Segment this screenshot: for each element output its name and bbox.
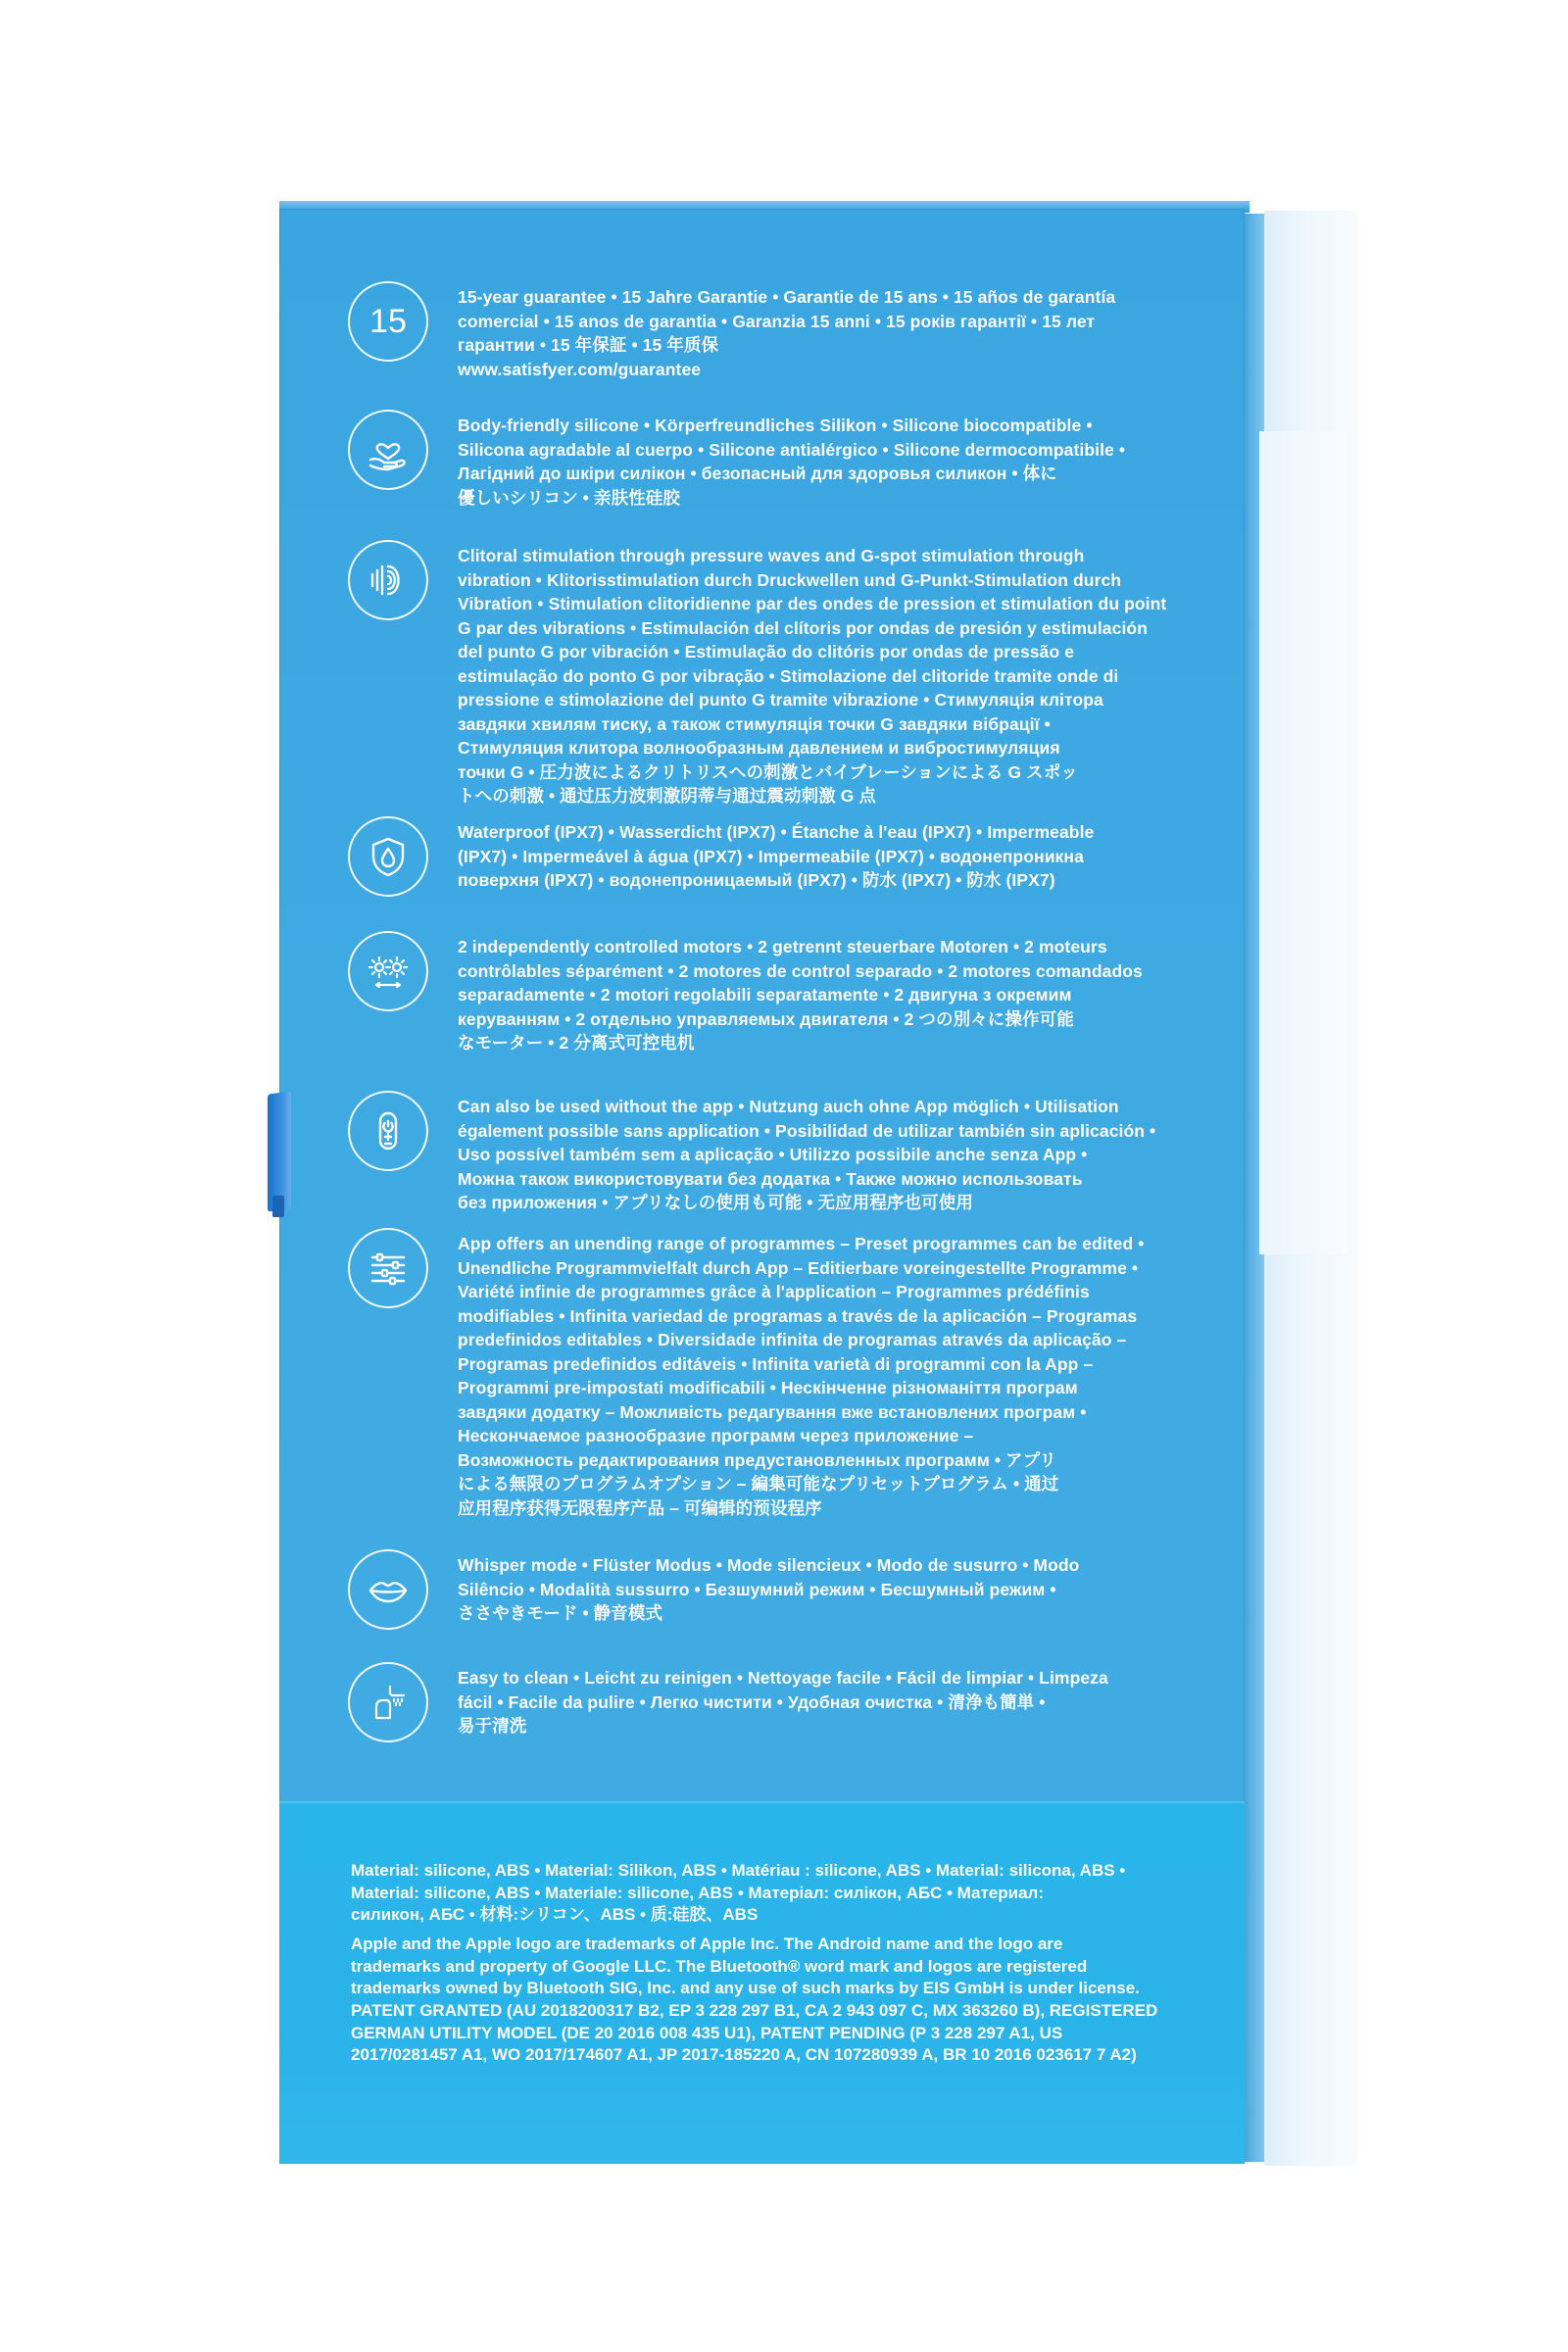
feature-no-app-text: Can also be used without the app • Nutzung auch ohne App möglich • Utilisation également possible sans application • Posibilidad de utilizar también sin aplicación • Uso possível também sem a aplicação • Utilizzo possibile anche senza App • Можна також використовувати без додатка • Также можно использовать без приложения • アプリなしの使用も可能 • 无应用程序也可使用 (458, 1097, 1156, 1212)
feature-motors-text: 2 independently controlled motors • 2 getrennt steuerbare Motoren • 2 moteurs contrôlables séparément • 2 motores de control separado • 2 motores comandados separadamente • 2 motori regolabili separatamente • 2 двигуна з окремим керуванням • 2 отдельно управляемых двигателя • 2 つの別々に操作可能 なモーター • 2 分离式可控电机 (458, 937, 1143, 1053)
easy-clean-shower-icon (348, 1662, 428, 1742)
feature-motors (348, 931, 1210, 1055)
guarantee-number: 15 (369, 302, 407, 340)
feature-list (279, 209, 1245, 1801)
feature-whisper (348, 1549, 1210, 1630)
whisper-mode-lips-icon (348, 1549, 428, 1630)
feature-body-friendly-text: Body-friendly silicone • Körperfreundliches Silikon • Silicone biocompatible • Silicona agradable al cuerpo • Silicone antialérgico • Silicone dermocompatibile • Лагідний до шкіри силікон • безопасный для здоровья силикон • 体に 優しいシリコン • 亲肤性硅胶 (458, 416, 1126, 508)
feature-app-programmes (348, 1228, 1210, 1520)
body-friendly-hand-heart-icon (348, 410, 428, 490)
feature-no-app (348, 1091, 1210, 1215)
ribbon-tab (268, 1091, 291, 1211)
box-back-panel (279, 209, 1245, 2164)
feature-waterproof (348, 816, 1210, 897)
ribbon-end (272, 1196, 284, 1217)
feature-easy-clean (348, 1662, 1210, 1742)
feature-guarantee (348, 281, 1210, 381)
trademarks-text: Apple and the Apple logo are trademarks of Apple Inc. The Android name and the logo are trademarks and property of Google LLC. The Bluetooth® word mark and logos are registered trademarks owned by Bluetooth SIG, Inc. and any use of such marks by EIS GmbH is under license. (351, 1935, 1140, 1997)
15-year-guarantee-icon (348, 281, 428, 362)
dual-motors-icon (348, 931, 428, 1011)
material-text: Material: silicone, ABS • Material: Silikon, ABS • Matériau : silicone, ABS • Material: silicona, ABS • Material: silicone, ABS • Materiale: silicone, ABS • Матеріал: силікон, АБС • Материал: силикон, АБС • 材料:シリコン、ABS • 质:硅胶、ABS (351, 1861, 1126, 1924)
pressure-wave-icon (348, 540, 428, 620)
feature-app-programmes-text: App offers an unending range of programmes – Preset programmes can be edited • Unendliche Programmvielfalt durch App – Editierbare voreingestellte Programme • Variété infinie de programmes grâce à l'application – Programmes prédéfinis modifiables • Infinita variedad de programas a través de la aplicación – Programas predefinidos editables • Diversidade infinita de programas através da aplicação – Programas predefinidos editáveis • Infinita varietà di programmi con la App – Programmi pre-impostati modificabili • Нескінченне різноманіття програм завдяки додатку – Можливість редагування вже встановлених програм • Нескончаемое разнообразие программ через приложение – Возможность редактирования предустановленных программ • アプリ による無限のプログラムオプション – 編集可能なプリセットプログラム • 通过 应用程序获得无限程序产品 – 可编辑的预设程序 (458, 1234, 1145, 1518)
feature-body-friendly (348, 410, 1210, 510)
feature-stimulation (348, 540, 1210, 808)
patents-text: PATENT GRANTED (AU 2018200317 B2, EP 3 228 297 B1, CA 2 943 097 C, MX 363260 B), REGISTERED GERMAN UTILITY MODEL (DE 20 2016 008 435 U1), PATENT PENDING (P 3 228 297 A1, US 2017/0281457 A1, WO 2017/174607 A1, JP 2017-185220 A, CN 107280939 A, BR 10 2016 023617 7 A2) (351, 2001, 1158, 2064)
feature-guarantee-text: 15-year guarantee • 15 Jahre Garantie • Garantie de 15 ans • 15 años de garantía comercial • 15 anos de garantia • Garanzia 15 anni • 15 років гарантії • 15 лет гарантии • 15 年保証 • 15 年质保 www.satisfyer.com/guarantee (458, 287, 1116, 379)
box-side-panel (1259, 431, 1348, 1254)
feature-whisper-text: Whisper mode • Flüster Modus • Mode silencieux • Modo de susurro • Modo Silêncio • Modalità sussurro • Безшумний режим • Бесшумный режим • ささやきモード • 静音模式 (458, 1555, 1080, 1623)
feature-easy-clean-text: Easy to clean • Leicht zu reinigen • Nettoyage facile • Fácil de limpiar • Limpeza fácil • Facile da pulire • Легко чистити • Удобная очистка • 清浄も簡単 • 易于清洗 (458, 1668, 1108, 1736)
feature-waterproof-text: Waterproof (IPX7) • Wasserdicht (IPX7) • Étanche à l'eau (IPX7) • Impermeable (IPX7) • Impermeável à água (IPX7) • Impermeabile (IPX7) • водонепроникна поверхня (IPX7) • водонепроницаемый (IPX7) • 防水 (IPX7) • 防水 (IPX7) (458, 822, 1095, 890)
remote-control-icon (348, 1091, 428, 1171)
sliders-programmes-icon (348, 1228, 428, 1308)
waterproof-shield-drop-icon (348, 816, 428, 897)
legal-divider (279, 1801, 1245, 1803)
feature-stimulation-text: Clitoral stimulation through pressure waves and G-spot stimulation through vibration • Klitorisstimulation durch Druckwellen und G-Punkt-Stimulation durch Vibration • Stimulation clitoridienne par des ondes de pression et stimulation du point G par des vibrations • Estimulación del clítoris por ondas de presión y estimulación del punto G por vibración • Estimulação do clitóris por ondas de pressão e estimulação do ponto G por vibração • Stimolazione del clitoride tramite onde di pressione e stimolazione del punto G tramite vibrazione • Стимуляція клітора завдяки хвилям тиску, а також стимуляція точки G завдяки вібрації • Стимуляция клитора волнообразным давлением и вибростимуляция точки G • 圧力波によるクリトリスへの刺激とバイブレーションによる G スポッ トへの刺激 • 通过压力波刺激阴蒂与通过震动刺激 G 点 (458, 546, 1167, 806)
